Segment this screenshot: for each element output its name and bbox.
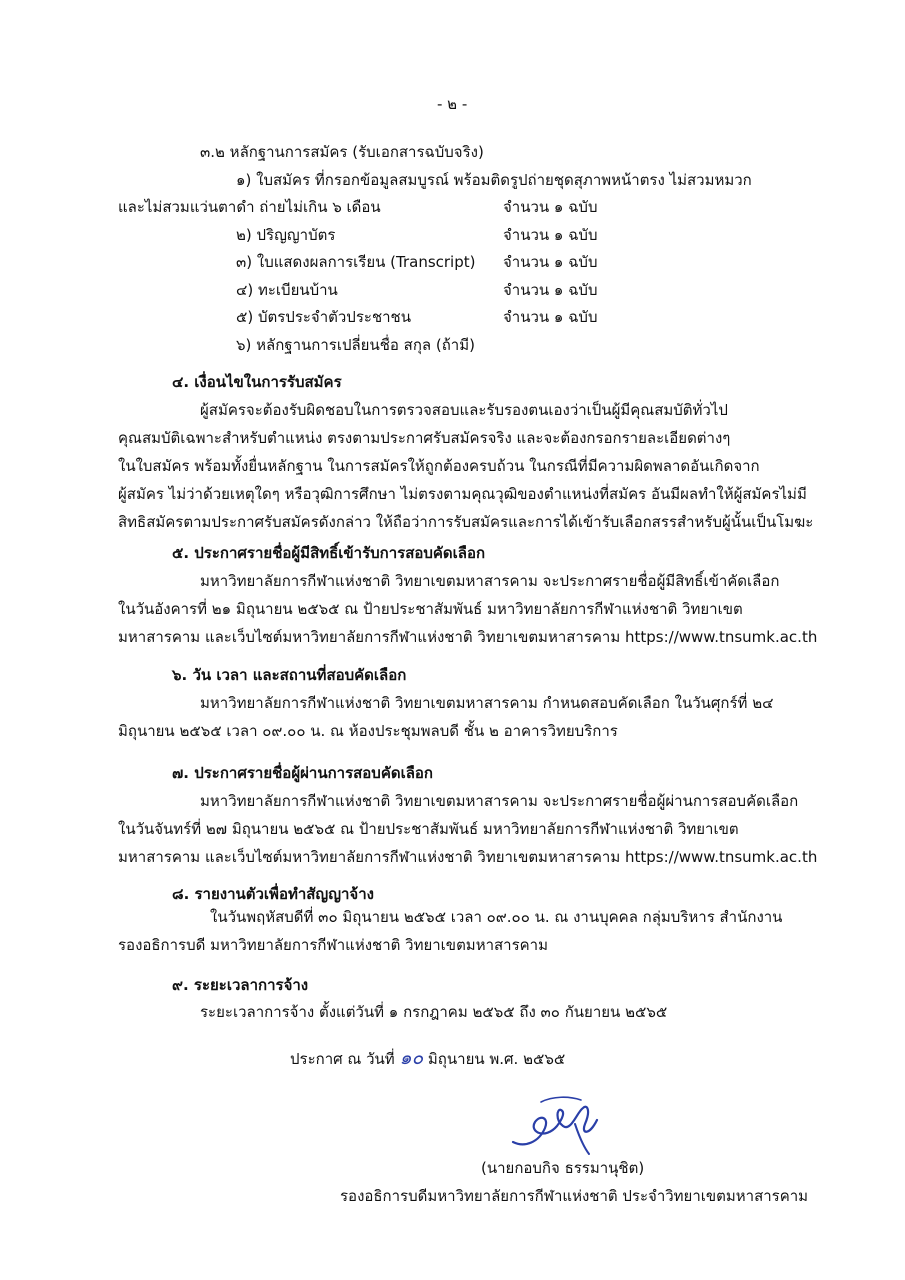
- doc-item-1-line-1: ๑) ใบสมัคร ที่กรอกข้อมูลสมบูรณ์ พร้อมติดรูปถ่ายชุดสุภาพหน้าตรง ไม่สวมหมวก: [236, 171, 752, 189]
- section-7-line: มหาวิทยาลัยการกีฬาแห่งชาติ วิทยาเขตมหาสารคาม จะประกาศรายชื่อผู้ผ่านการสอบคัดเลือก: [200, 792, 799, 810]
- section-4-heading: ๔. เงื่อนไขในการรับสมัคร: [172, 373, 342, 391]
- section-7-body: [118, 787, 818, 871]
- section-4-line: ผู้สมัคร ไม่ว่าด้วยเหตุใดๆ หรือวุฒิการศึกษา ไม่ตรงตามคุณวุฒิของตำแหน่งที่สมัคร อันมีผลทำให้ผู้สมัครไม่มี: [118, 485, 807, 503]
- section-3-2-heading: ๓.๒ หลักฐานการสมัคร (รับเอกสารฉบับจริง): [200, 143, 484, 161]
- doc-item-6: ๖) หลักฐานการเปลี่ยนชื่อ สกุล (ถ้ามี): [236, 336, 475, 354]
- section-6-line: มิถุนายน ๒๕๖๕ เวลา ๐๙.๐๐ น. ณ ห้องประชุมพลบดี ชั้น ๒ อาคารวิทยบริการ: [118, 722, 618, 740]
- section-8-body: [118, 903, 818, 959]
- section-5-heading: ๕. ประกาศรายชื่อผู้มีสิทธิ์เข้ารับการสอบคัดเลือก: [172, 544, 486, 562]
- section-6-heading: ๖. วัน เวลา และสถานที่สอบคัดเลือก: [172, 666, 407, 684]
- section-5-line: มหาสารคาม และเว็บไซต์มหาวิทยาลัยการกีฬาแห่งชาติ วิทยาเขตมหาสารคาม https://www.tnsumk.ac.th: [118, 628, 818, 646]
- doc-item-2-qty: จำนวน ๑ ฉบับ: [503, 226, 598, 244]
- section-8-line: ในวันพฤหัสบดีที่ ๓๐ มิถุนายน ๒๕๖๕ เวลา ๐๙.๐๐ น. ณ งานบุคคล กลุ่มบริหาร สำนักงาน: [210, 908, 783, 926]
- doc-item-3-qty: จำนวน ๑ ฉบับ: [503, 253, 598, 271]
- section-9-heading: ๙. ระยะเวลาการจ้าง: [172, 976, 309, 994]
- announce-day-handwritten: ๑๐: [399, 1047, 424, 1069]
- doc-item-3: ๓) ใบแสดงผลการเรียน (Transcript): [236, 253, 476, 271]
- section-7-heading: ๗. ประกาศรายชื่อผู้ผ่านการสอบคัดเลือก: [172, 764, 434, 782]
- announce-suffix: มิถุนายน พ.ศ. ๒๕๖๕: [427, 1050, 566, 1068]
- section-4-line: คุณสมบัติเฉพาะสำหรับตำแหน่ง ตรงตามประกาศรับสมัครจริง และจะต้องกรอกรายละเอียดต่างๆ: [118, 429, 731, 447]
- doc-item-1-qty: จำนวน ๑ ฉบับ: [503, 198, 598, 216]
- section-5-line: ในวันอังคารที่ ๒๑ มิถุนายน ๒๕๖๕ ณ ป้ายประชาสัมพันธ์ มหาวิทยาลัยการกีฬาแห่งชาติ วิทยาเขต: [118, 600, 743, 618]
- section-4-line: ในใบสมัคร พร้อมทั้งยื่นหลักฐาน ในการสมัครให้ถูกต้องครบถ้วน ในกรณีที่มีความผิดพลาดอันเกิดจาก: [118, 457, 760, 475]
- section-6-body: [118, 689, 818, 745]
- announce-date: [290, 1048, 565, 1069]
- section-8-line: รองอธิการบดี มหาวิทยาลัยการกีฬาแห่งชาติ วิทยาเขตมหาสารคาม: [118, 936, 548, 954]
- section-4-line: ผู้สมัครจะต้องรับผิดชอบในการตรวจสอบและรับรองตนเองว่าเป็นผู้มีคุณสมบัติทั่วไป: [200, 401, 728, 419]
- doc-item-5-qty: จำนวน ๑ ฉบับ: [503, 308, 598, 326]
- doc-item-5: ๕) บัตรประจำตัวประชาชน: [236, 308, 411, 326]
- doc-item-4: ๔) ทะเบียนบ้าน: [236, 281, 338, 299]
- doc-item-4-qty: จำนวน ๑ ฉบับ: [503, 281, 598, 299]
- section-5-body: [118, 567, 818, 651]
- signature-image: [505, 1090, 615, 1160]
- section-9-line: ระยะเวลาการจ้าง ตั้งแต่วันที่ ๑ กรกฎาคม ๒๕๖๕ ถึง ๓๐ กันยายน ๒๕๖๕: [200, 1003, 668, 1021]
- doc-item-1-line-2: และไม่สวมแว่นตาดำ ถ่ายไม่เกิน ๖ เดือน: [118, 198, 381, 216]
- section-6-line: มหาวิทยาลัยการกีฬาแห่งชาติ วิทยาเขตมหาสารคาม กำหนดสอบคัดเลือก ในวันศุกร์ที่ ๒๔: [200, 694, 774, 712]
- page-number: - ๒ -: [437, 95, 468, 113]
- signer-position: รองอธิการบดีมหาวิทยาลัยการกีฬาแห่งชาติ ประจำวิทยาเขตมหาสารคาม: [340, 1187, 809, 1205]
- section-4-body: [118, 396, 818, 536]
- section-5-line: มหาวิทยาลัยการกีฬาแห่งชาติ วิทยาเขตมหาสารคาม จะประกาศรายชื่อผู้มีสิทธิ์เข้าคัดเลือก: [200, 572, 780, 590]
- announce-prefix: ประกาศ ณ วันที่: [290, 1050, 395, 1068]
- section-7-line: มหาสารคาม และเว็บไซต์มหาวิทยาลัยการกีฬาแห่งชาติ วิทยาเขตมหาสารคาม https://www.tnsumk.ac.th: [118, 848, 818, 866]
- signer-name: (นายกอบกิจ ธรรมานุชิต): [481, 1159, 645, 1177]
- doc-item-2: ๒) ปริญญาบัตร: [236, 226, 336, 244]
- section-7-line: ในวันจันทร์ที่ ๒๗ มิถุนายน ๒๕๖๕ ณ ป้ายประชาสัมพันธ์ มหาวิทยาลัยการกีฬาแห่งชาติ วิทยาเขต: [118, 820, 739, 838]
- section-4-line: สิทธิสมัครตามประกาศรับสมัครดังกล่าว ให้ถือว่าการรับสมัครและการได้เข้ารับเลือกสรรสำหรับผู้นั้นเป็นโมฆะ: [118, 513, 814, 531]
- section-8-heading: ๘. รายงานตัวเพื่อทำสัญญาจ้าง: [172, 885, 374, 903]
